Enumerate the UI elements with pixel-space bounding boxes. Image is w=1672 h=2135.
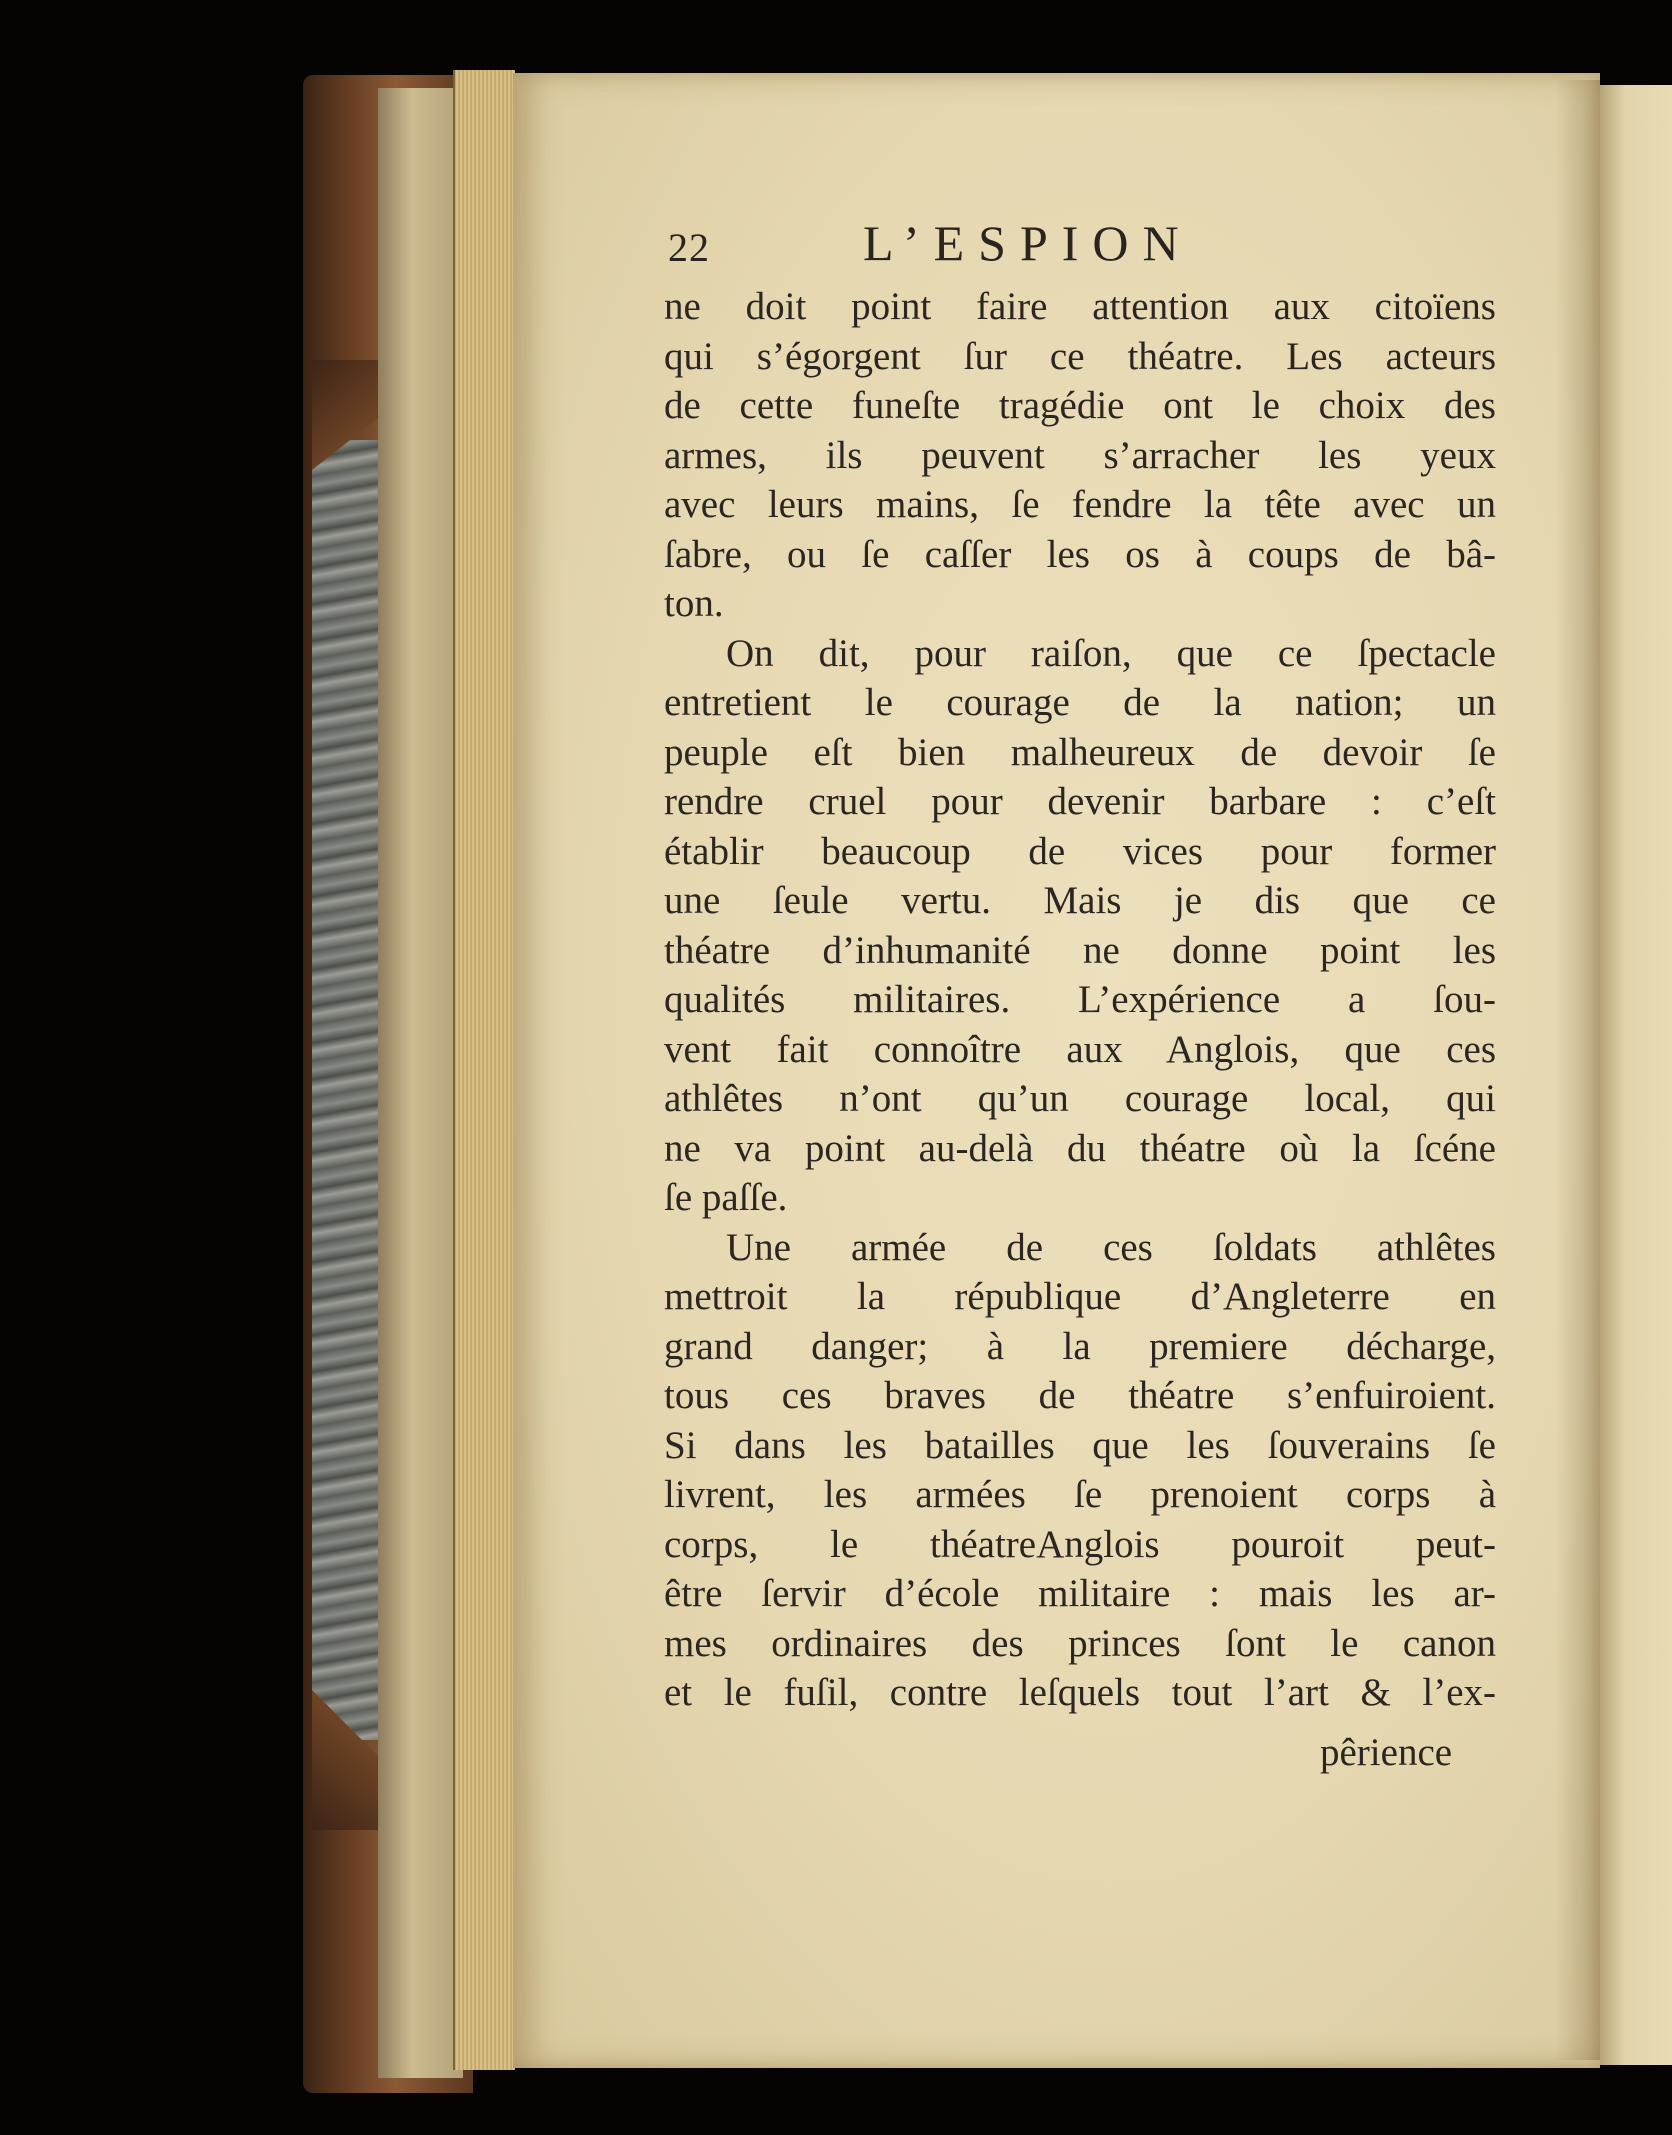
- text-line: peuple eſt bien malheureux de devoir ſe: [664, 730, 1496, 774]
- text-line: livrent, les armées ſe prenoient corps à: [664, 1473, 1496, 1516]
- text-line: ne va point au-delà du théatre où la ſcéne: [664, 1126, 1496, 1170]
- text-line: théatre d’inhumanité ne donne point les: [664, 928, 1496, 972]
- text-line: entretient le courage de la nation; un: [664, 681, 1496, 724]
- text-line: Une armée de ces ſoldats athlêtes: [726, 1225, 1496, 1269]
- text-line: grand danger; à la premiere décharge,: [664, 1324, 1496, 1368]
- text-line: athlêtes n’ont qu’un courage local, qui: [664, 1077, 1496, 1120]
- page-number: 22: [668, 225, 710, 270]
- text-line: de cette funeſte tragédie ont le choix des: [664, 384, 1496, 427]
- text-line: être ſervir d’école militaire : mais les ar-: [664, 1572, 1496, 1615]
- text-line: et le fuſil, contre leſquels tout l’art & l’ex-: [664, 1671, 1496, 1714]
- gutter-shadow: [1555, 80, 1600, 2060]
- text-line: corps, le théatreAnglois pouroit peut-: [664, 1522, 1496, 1566]
- text-line: rendre cruel pour devenir barbare : c’eſt: [664, 780, 1496, 823]
- text-line: qui s’égorgent ſur ce théatre. Les acteurs: [664, 334, 1496, 378]
- text-line: avec leurs mains, ſe fendre la tête avec un: [664, 483, 1496, 526]
- text-line: Si dans les batailles que les ſouverains ſe: [664, 1423, 1496, 1467]
- text-line: On dit, pour raiſon, que ce ſpectacle: [726, 631, 1496, 675]
- text-line: vent fait connoître aux Anglois, que ces: [664, 1027, 1496, 1071]
- text-line: établir beaucoup de vices pour former: [664, 829, 1496, 873]
- text-line: mes ordinaires des princes ſont le canon: [664, 1621, 1496, 1665]
- text-line: qualités militaires. L’expérience a ſou-: [664, 978, 1496, 1021]
- text-line: une ſeule vertu. Mais je dis que ce: [664, 879, 1496, 922]
- page-block-edges: [453, 70, 515, 2070]
- text-line: mettroit la république d’Angleterre en: [664, 1275, 1496, 1318]
- catchword: pêrience: [1320, 1731, 1453, 1774]
- running-head: [668, 214, 1288, 274]
- text-line: armes, ils peuvent s’arracher les yeux: [664, 433, 1496, 477]
- text-line: ſabre, ou ſe caſſer les os à coups de bâ-: [664, 532, 1496, 576]
- body-text: [664, 282, 1496, 1718]
- text-line: ſe paſſe.: [664, 1176, 788, 1219]
- facing-page-edge: [1600, 85, 1672, 2065]
- running-title: L’ESPION: [863, 215, 1193, 271]
- text-line: ne doit point faire attention aux citoïens: [664, 285, 1496, 328]
- text-line: tous ces braves de théatre s’enfuiroient.: [664, 1374, 1496, 1417]
- text-line: ton.: [664, 582, 724, 625]
- endpaper: [378, 88, 463, 2078]
